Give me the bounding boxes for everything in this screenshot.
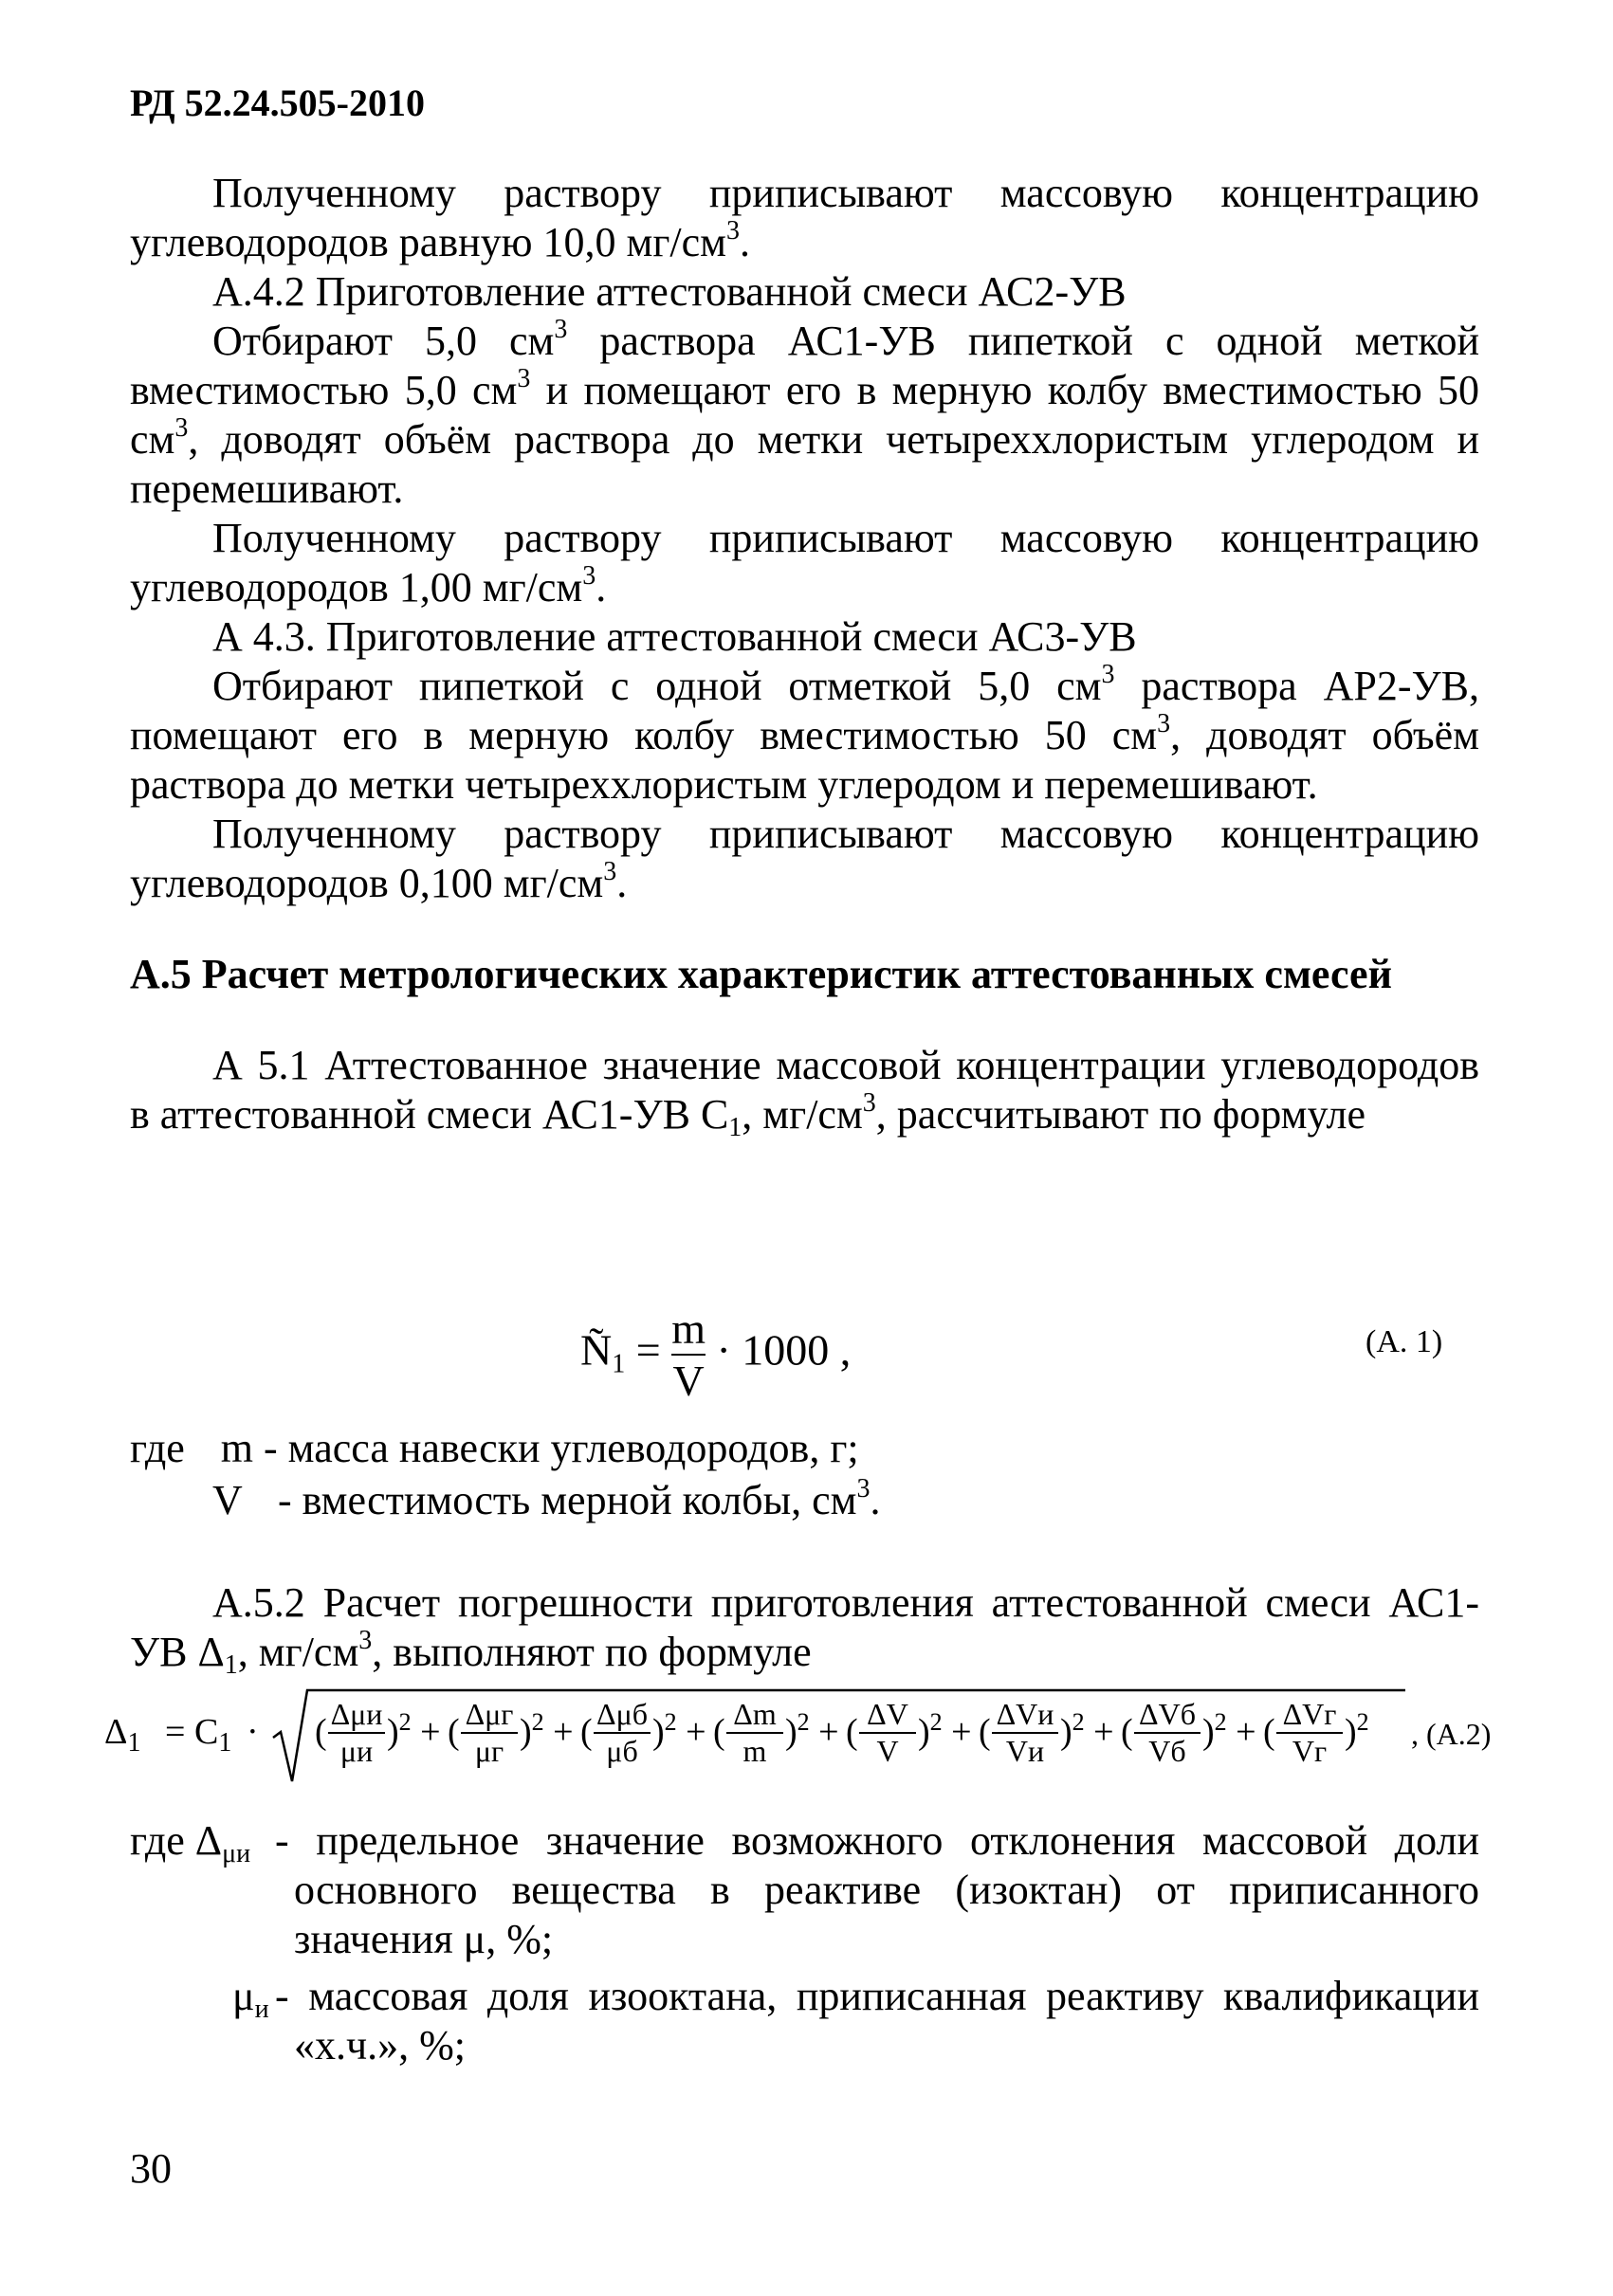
- formula-a1-lhs-sub: 1: [612, 1349, 626, 1379]
- formula-a1-rest: · 1000 ,: [716, 1325, 852, 1375]
- where-symbol-m: m: [220, 1425, 254, 1471]
- section-heading: А.5 Расчет метрологических характеристик аттестованных смесей: [130, 951, 1392, 997]
- paragraph-9: А.5.2 Расчет погрешности приготовления аттестованной смеси АС1-УВ $\Delta_1$, $мг/см^3$, выполняют по формуле: [130, 1579, 1479, 1680]
- formula-a2: $\Delta_1$ = $C_1$ · ( Δμи μи )$^2$ + ( Δμг μг )$^2$ + ( Δμб μб )$^2$ + ( Δm m )$^2$ + ( ΔV V )$^2$ + ( ΔVи Vи )$^2$ + ( ΔVб Vб )$^2$ + ( ΔVг Vг )$^2$ , (А.2): [104, 1683, 1508, 1796]
- term-v: ΔV V: [859, 1697, 916, 1769]
- where-line-delta-mu: где $\Delta_{\mu и}$: [130, 1817, 251, 1868]
- where-line-mu: $\mu_и$: [232, 1973, 269, 2024]
- where-line-m: где m - масса навески углеводородов, г;: [130, 1425, 859, 1471]
- paragraph-3: Отбирают 5,0 $см^3$ раствора АС1-УВ пипеткой с одной меткой вместимостью 5,0 $см^3$ и помещают его в мерную колбу вместимостью 50 $см^3$, доводят объём раствора до метки четыреххлористым углеродом и перемешивают.: [130, 315, 1480, 512]
- paragraph-6: Отбирают пипеткой с одной отметкой 5,0 $см^3$ раствора АР2-УВ, помещают его в мерную колбу вместимостью 50 $см^3$, доводят объём раствора до метки четыреххлористым углеродом и перемешивают.: [130, 660, 1479, 808]
- formula-a1-label: (А. 1): [1366, 1324, 1443, 1359]
- paragraph-1: Полученному раствору приписывают массовую концентрацию углеводородов равную 10,0 $мг/см^3$.: [130, 170, 1479, 265]
- where-line-v: V - вместимость мерной колбы, $см^3$.: [212, 1474, 881, 1523]
- term-v-g: ΔVг Vг: [1276, 1697, 1343, 1769]
- term-m: Δm m: [726, 1697, 783, 1769]
- paragraph-7: Полученному раствору приписывают массовую концентрацию углеводородов 0,100 $мг/см^3$.: [130, 811, 1479, 906]
- paragraph-5: А 4.3. Приготовление аттестованной смеси АС3-УВ: [212, 613, 1137, 660]
- formula-a2-dot: ·: [247, 1712, 259, 1752]
- body-text-top: [130, 169, 1480, 1142]
- term-mu-i: Δμи μи: [328, 1697, 385, 1769]
- formula-a1-denominator: V: [672, 1357, 705, 1405]
- where-desc-delta-mu: - предельное значение возможного отклонения массовой доли основного вещества в реактиве (изоктан) от приписанного значения μ, %;: [275, 1817, 1479, 1962]
- formula-a2-label: , (А.2): [1411, 1717, 1492, 1751]
- term-v-i: ΔVи Vи: [992, 1697, 1058, 1769]
- term-v-b: ΔVб Vб: [1134, 1697, 1201, 1769]
- paragraph-2: А.4.2 Приготовление аттестованной смеси АС2-УВ: [212, 268, 1127, 315]
- formula-a1-fraction: [671, 1303, 706, 1406]
- formula-a2-coef: C: [194, 1712, 219, 1752]
- formula-a1-eq: =: [635, 1325, 661, 1375]
- where-desc-mu: - массовая доля изооктана, приписанная реактиву квалификации «х.ч.», %;: [275, 1973, 1479, 2068]
- document-header: РД 52.24.505-2010: [130, 82, 425, 124]
- where-symbol-delta: Δ: [194, 1817, 223, 1864]
- paragraph-4: Полученному раствору приписывают массовую концентрацию углеводородов 1,00 $мг/см^3$.: [130, 515, 1479, 610]
- where-symbol-mu: μ: [232, 1973, 255, 2019]
- where-symbol-v: V: [212, 1477, 242, 1523]
- page-number: 30: [130, 2145, 172, 2192]
- term-mu-b: Δμб μб: [594, 1697, 651, 1769]
- formula-a1-lhs: Ñ: [580, 1325, 613, 1375]
- formula-a2-lhs: Δ: [104, 1712, 128, 1752]
- term-mu-g: Δμг μг: [461, 1697, 518, 1769]
- body-text-a52: [130, 1578, 1479, 1680]
- formula-a1-numerator: m: [671, 1303, 706, 1356]
- formula-a1: [580, 1303, 851, 1406]
- paragraph-8: А 5.1 Аттестованное значение массовой концентрации углеводородов в аттестованной смеси АС1-УВ $С_1$, $мг/см^3$, рассчитывают по формуле: [130, 1042, 1479, 1142]
- formula-a2-eq: =: [165, 1712, 186, 1752]
